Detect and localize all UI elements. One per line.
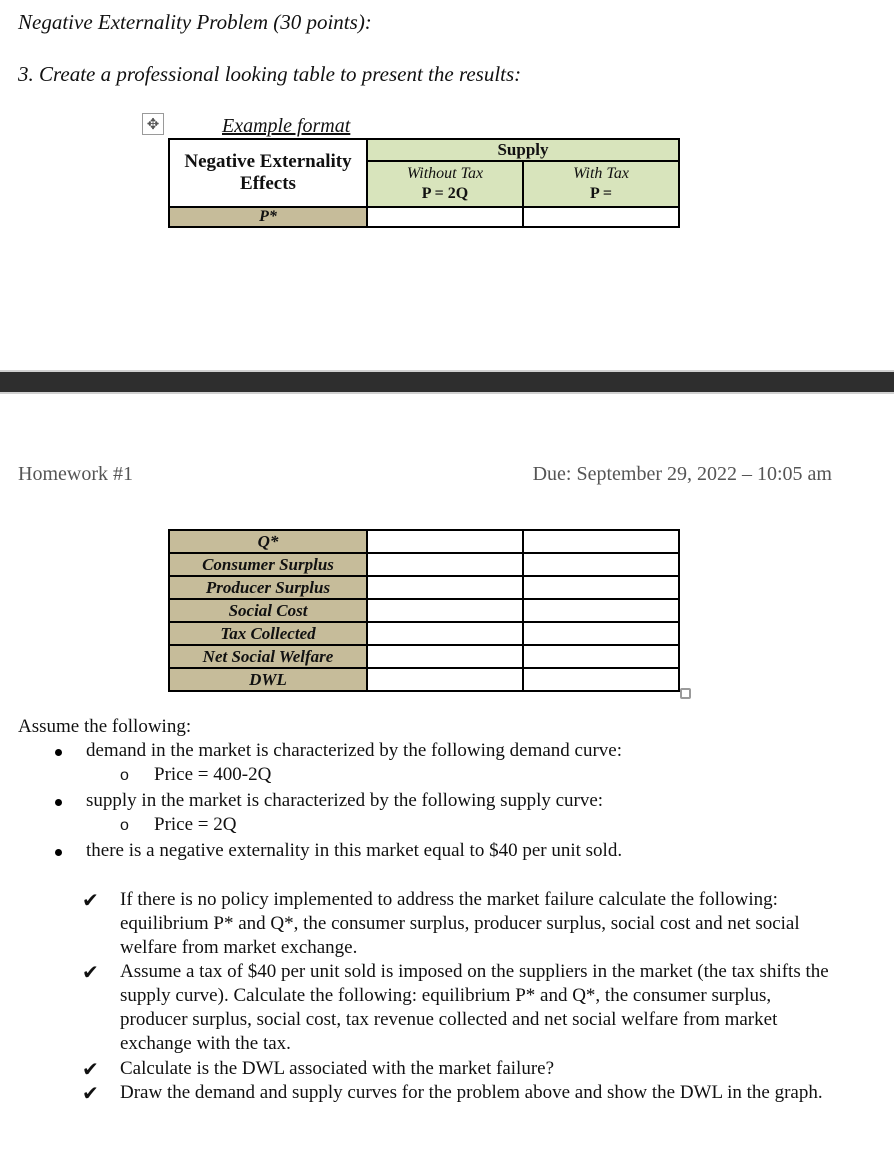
table-cell[interactable] <box>523 622 679 645</box>
table-resize-handle-icon[interactable] <box>680 688 691 699</box>
row-label-header: Negative Externality Effects <box>169 139 367 207</box>
task-item: Assume a tax of $40 per unit sold is imposed on the suppliers in the market (the tax shifts the supply curve). Calculate the following: equilibrium P* and Q*, the consumer surplus, producer surplus, social cost, tax revenue collected and net social welfare from market exchange with the tax. <box>120 961 829 1054</box>
assumption-item: demand in the market is characterized by the following demand curve: <box>86 740 623 761</box>
assumption-subitem: Price = 400-2Q <box>154 764 272 785</box>
table-cell[interactable] <box>523 668 679 691</box>
due-date: Due: September 29, 2022 – 10:05 am <box>532 463 832 485</box>
circle-bullet-icon: o <box>120 767 129 784</box>
table-row <box>169 553 679 576</box>
question-text: 3. Create a professional looking table to present the results: <box>18 62 522 86</box>
homework-label: Homework #1 <box>18 463 133 485</box>
bullet-icon <box>55 749 62 756</box>
without-tax-header: Without Tax P = 2Q <box>367 161 523 207</box>
assumption-subitem: Price = 2Q <box>154 814 237 835</box>
table-cell[interactable] <box>367 530 523 553</box>
table-row <box>169 645 679 668</box>
row-label-pstar: P* <box>169 207 367 227</box>
row-label: Q* <box>169 530 367 553</box>
row-label: Social Cost <box>169 599 367 622</box>
table-cell[interactable] <box>367 553 523 576</box>
cell-pstar-with-tax[interactable] <box>523 207 679 227</box>
cell-pstar-without-tax[interactable] <box>367 207 523 227</box>
results-table-bottom <box>168 529 680 692</box>
table-cell[interactable] <box>367 622 523 645</box>
results-table-top <box>168 138 680 228</box>
table-row <box>169 599 679 622</box>
table-cell[interactable] <box>523 599 679 622</box>
bullet-icon <box>55 849 62 856</box>
supply-header: Supply <box>367 139 679 161</box>
checkmark-icon: ✔ <box>82 1057 99 1081</box>
assumption-item: supply in the market is characterized by the following supply curve: <box>86 790 604 811</box>
table-cell[interactable] <box>367 576 523 599</box>
table-cell[interactable] <box>523 576 679 599</box>
table-row <box>169 576 679 599</box>
row-label: Consumer Surplus <box>169 553 367 576</box>
assumption-item: there is a negative externality in this market equal to $40 per unit sold. <box>86 840 623 861</box>
table-row <box>169 530 679 553</box>
table-cell[interactable] <box>523 645 679 668</box>
row-label: DWL <box>169 668 367 691</box>
table-cell[interactable] <box>523 553 679 576</box>
table-cell[interactable] <box>367 599 523 622</box>
table-row <box>169 668 679 691</box>
page-break <box>0 372 894 392</box>
task-item: Draw the demand and supply curves for the problem above and show the DWL in the graph. <box>120 1082 823 1103</box>
circle-bullet-icon: o <box>120 817 129 834</box>
checkmark-icon: ✔ <box>82 960 99 984</box>
row-label: Tax Collected <box>169 622 367 645</box>
example-format-label: Example format <box>222 115 351 137</box>
problem-heading: Negative Externality Problem (30 points): <box>18 10 372 34</box>
table-cell[interactable] <box>367 645 523 668</box>
task-item: Calculate is the DWL associated with the market failure? <box>120 1058 555 1079</box>
table-cell[interactable] <box>367 668 523 691</box>
bullet-icon <box>55 799 62 806</box>
with-tax-header: With Tax P = <box>523 161 679 207</box>
checkmark-icon: ✔ <box>82 888 99 912</box>
page-break-edge <box>0 392 894 394</box>
checkmark-icon: ✔ <box>82 1081 99 1105</box>
table-row <box>169 622 679 645</box>
row-label: Net Social Welfare <box>169 645 367 668</box>
row-label: Producer Surplus <box>169 576 367 599</box>
task-item: If there is no policy implemented to address the market failure calculate the following: equilibrium P* and Q*, the consumer surplus, producer surplus, social cost and net social welfare from market exchange. <box>120 889 800 958</box>
table-cell[interactable] <box>523 530 679 553</box>
table-move-handle-icon[interactable]: ✥ <box>142 113 164 135</box>
assume-intro: Assume the following: <box>18 716 192 737</box>
